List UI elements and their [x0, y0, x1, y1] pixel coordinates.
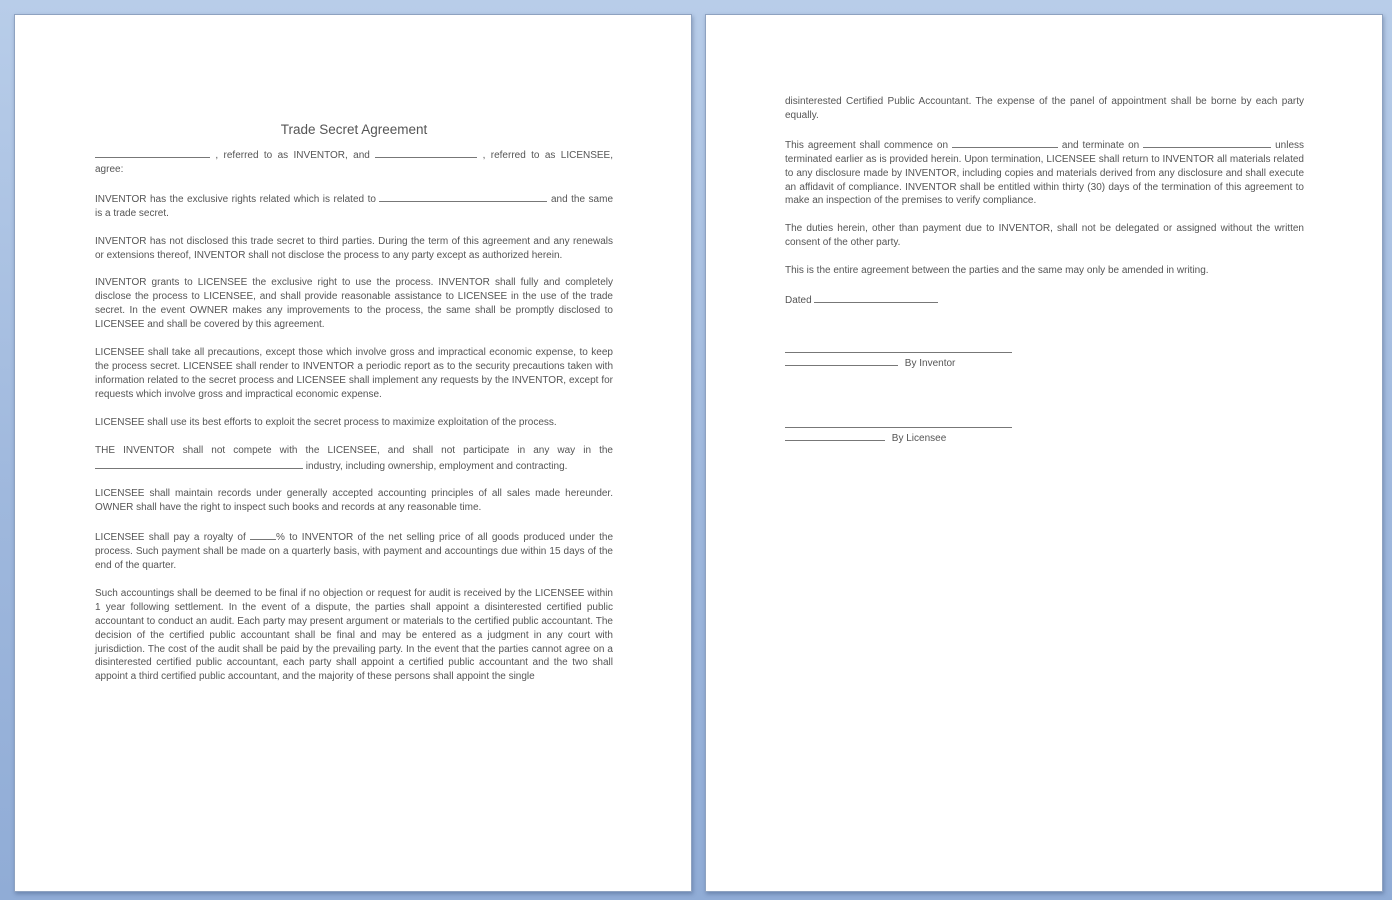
blank-field-date: [814, 292, 938, 303]
blank-field-end-date: [1143, 137, 1271, 148]
paragraph-noncompete: THE INVENTOR shall not compete with the LICENSEE, and shall not participate in any way in the industry, including ownership, employment and contracting.: [95, 444, 613, 472]
blank-field-inventor-name: [95, 147, 210, 158]
signature-line-inventor: [785, 340, 1012, 353]
paragraph-entire-agreement: This is the entire agreement between the parties and the same may only be amended in writing.: [785, 265, 1209, 277]
paragraph-audit-continued: disinterested Certified Public Accountant. The expense of the panel of appointment shall be borne by each party equally.: [785, 96, 1304, 121]
paragraph-nondisclosure: INVENTOR has not disclosed this trade secret to third parties. During the term of this agreement and any renewals or extensions thereof, INVENTOR shall not disclose the process to any party except as authorized herein.: [95, 235, 613, 261]
document-title: Trade Secret Agreement: [280, 122, 428, 137]
signature-block-inventor: By Inventor: [785, 355, 1304, 371]
page-1-body: [95, 121, 613, 698]
page-2-body: [785, 95, 1304, 446]
signature-block-licensee: By Licensee: [785, 430, 1304, 446]
blank-field-royalty-percent: [250, 529, 276, 540]
paragraph-grant: INVENTOR grants to LICENSEE the exclusive right to use the process. INVENTOR shall fully and completely disclose the process to LICENSEE, and shall provide reasonable assistance to LICENSEE in the use of the trade secret. In the event OWNER makes any improvements to the process, the same shall be promptly disclosed to LICENSEE and shall be covered by this agreement.: [95, 277, 613, 331]
document-page-2: [705, 14, 1383, 892]
blank-field-inventor-printed-name: [785, 355, 898, 366]
blank-field-licensee-printed-name: [785, 430, 885, 441]
document-page-1: [14, 14, 692, 892]
paragraph-parties: , referred to as INVENTOR, and , referred to as LICENSEE, agree:: [95, 147, 613, 177]
dated-line: Dated: [785, 292, 1304, 308]
blank-field-industry: [95, 458, 303, 469]
blank-field-licensee-name: [375, 147, 477, 158]
paragraph-royalty: LICENSEE shall pay a royalty of % to INVENTOR of the net selling price of all goods produced under the process. Such payment shall be made on a quarterly basis, with payment and accountings due within 15 days of the end of the quarter.: [95, 529, 613, 573]
paragraph-records: LICENSEE shall maintain records under generally accepted accounting principles of all sales made hereunder. OWNER shall have the right to inspect such books and records at any reasonable time.: [95, 488, 613, 514]
paragraph-delegation: The duties herein, other than payment due to INVENTOR, shall not be delegated or assigned without the written consent of the other party.: [785, 223, 1304, 249]
paragraph-rights: INVENTOR has the exclusive rights related which is related to and the same is a trade secret.: [95, 191, 613, 221]
paragraph-audit: Such accountings shall be deemed to be final if no objection or request for audit is received by the LICENSEE within 1 year following settlement. In the event of a dispute, the parties shall appoint a disinterested certified public accountant to conduct an audit. Each party may present argument or materials to the certified public accountant. The decision of the certified public accountant shall be final and may be entered as a judgment in any court with jurisdiction. The cost of the audit shall be paid by the prevailing party. In the event that the parties cannot agree on a disinterested certified public accountant, each party shall appoint a certified public accountant and the two shall appoint a third certified public accountant, and the majority of these persons shall appoint the single: [95, 587, 613, 683]
blank-field-subject: [379, 191, 547, 202]
signature-line-licensee: [785, 415, 1012, 428]
blank-field-start-date: [952, 137, 1058, 148]
paragraph-precautions: LICENSEE shall take all precautions, except those which involve gross and impractical economic expense, to keep the process secret. LICENSEE shall render to INVENTOR a periodic report as to the security precautions taken with information related to the secret process and LICENSEE shall implement any requests by the INVENTOR, except for requests which involve gross and impractical economic expense.: [95, 347, 613, 400]
paragraph-best-efforts: LICENSEE shall use its best efforts to exploit the secret process to maximize exploitation of the process.: [95, 416, 557, 428]
paragraph-term: This agreement shall commence on and terminate on unless terminated earlier as is provided herein. Upon termination, LICENSEE shall return to INVENTOR all materials related to any disclosure made by INVENTOR, including copies and materials derived from any disclosure and shall execute an affidavit of compliance. INVENTOR shall be entitled within thirty (30) days of the termination of this agreement to make an inspection of the premises to verify compliance.: [785, 137, 1304, 209]
